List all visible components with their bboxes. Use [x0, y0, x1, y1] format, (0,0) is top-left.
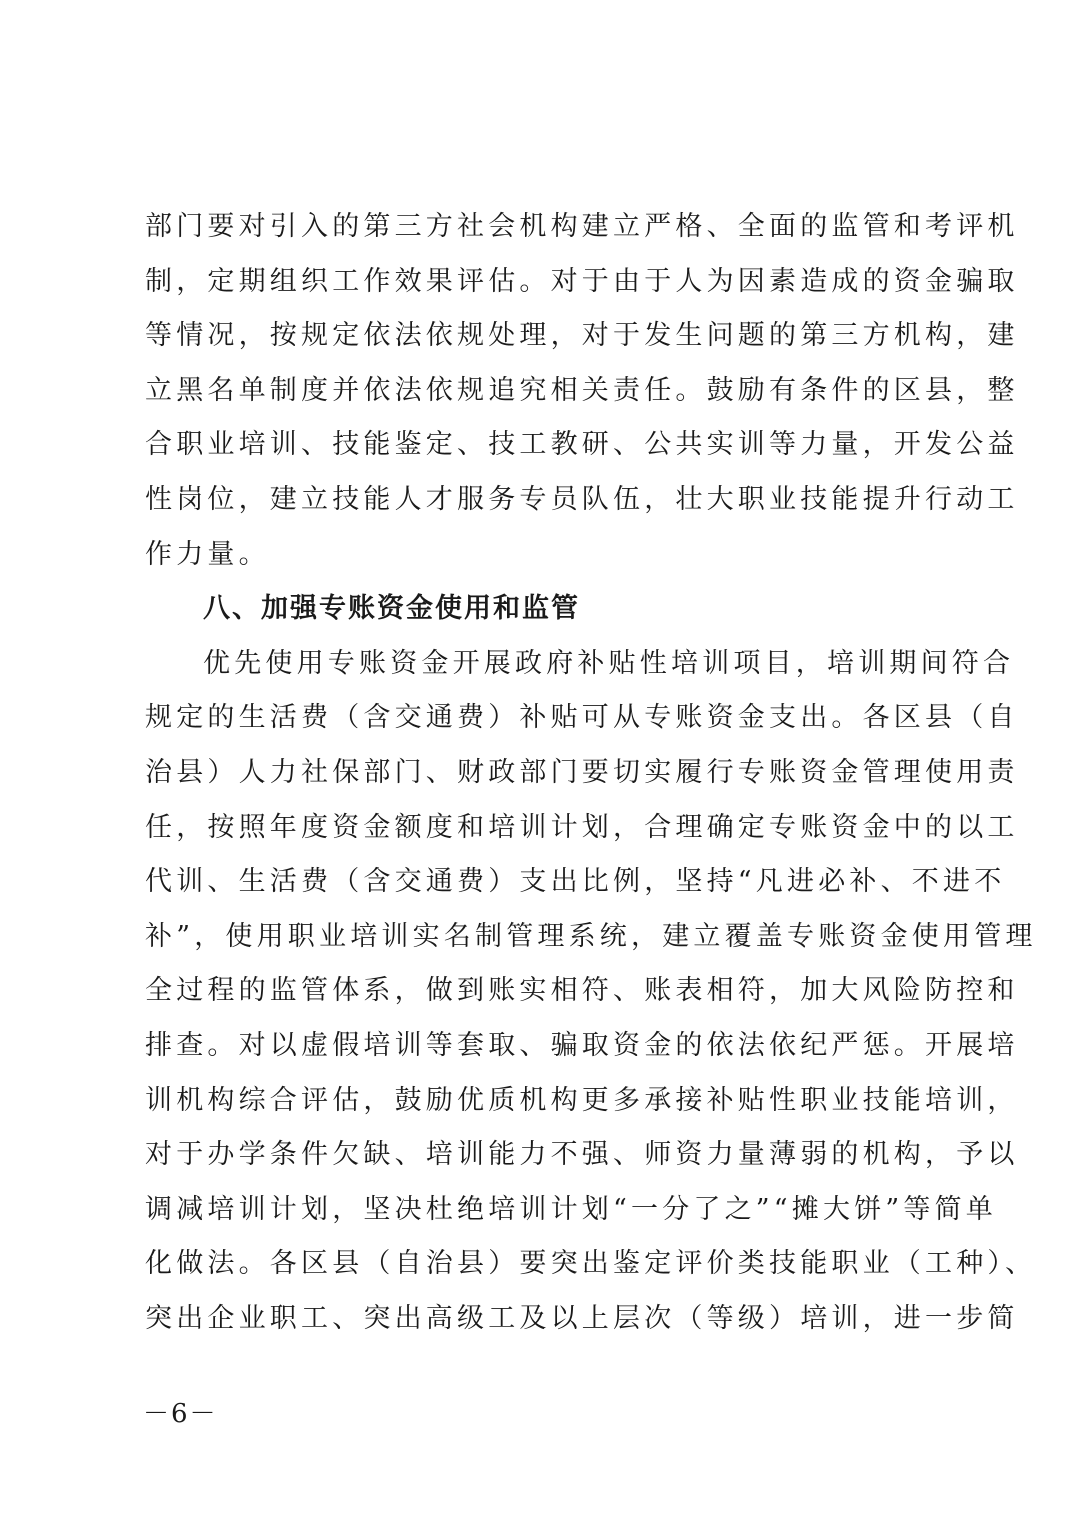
- paragraph-line: 合职业培训、技能鉴定、技工教研、公共实训等力量，开发公益: [145, 429, 1019, 461]
- paragraph-line: 全过程的监管体系，做到账实相符、账表相符，加大风险防控和: [145, 975, 1019, 1007]
- paragraph-line: 性岗位，建立技能人才服务专员队伍，壮大职业技能提升行动工: [145, 483, 1019, 515]
- paragraph-line: 调减培训计划，坚决杜绝培训计划“一分了之”“摊大饼”等简单: [145, 1193, 998, 1225]
- paragraph-line: 优先使用专账资金开展政府补贴性培训项目，培训期间符合: [203, 647, 1015, 679]
- paragraph-line: 立黑名单制度并依法依规追究相关责任。鼓励有条件的区县，整: [145, 374, 1019, 406]
- page-number: －6－: [143, 1399, 218, 1429]
- paragraph-line: 训机构综合评估，鼓励优质机构更多承接补贴性职业技能培训，: [145, 1084, 1019, 1116]
- paragraph-line: 代训、生活费（含交通费）支出比例，坚持“凡进必补、不进不: [145, 866, 1006, 898]
- section-heading: 八、加强专账资金使用和监管: [203, 593, 580, 625]
- paragraph-line: 对于办学条件欠缺、培训能力不强、师资力量薄弱的机构，予以: [145, 1139, 1019, 1171]
- document-body: [145, 200, 1037, 1346]
- paragraph-line: 排查。对以虚假培训等套取、骗取资金的依法依纪严惩。开展培: [145, 1029, 1019, 1061]
- paragraph-line: 部门要对引入的第三方社会机构建立严格、全面的监管和考评机: [145, 211, 1019, 242]
- paragraph-line: 任，按照年度资金额度和培训计划，合理确定专账资金中的以工: [145, 811, 1019, 843]
- paragraph-line: 化做法。各区县（自治县）要突出鉴定评价类技能职业（工种）、: [145, 1248, 1037, 1280]
- paragraph-line: 等情况，按规定依法依规处理，对于发生问题的第三方机构，建: [145, 320, 1019, 352]
- paragraph-line: 规定的生活费（含交通费）补贴可从专账资金支出。各区县（自: [145, 702, 1019, 734]
- paragraph-line: 制，定期组织工作效果评估。对于由于人为因素造成的资金骗取: [145, 265, 1019, 297]
- paragraph-line: 补”，使用职业培训实名制管理系统，建立覆盖专账资金使用管理: [145, 920, 1037, 952]
- paragraph-line: 突出企业职工、突出高级工及以上层次（等级）培训，进一步简: [145, 1302, 1019, 1334]
- paragraph-line: 作力量。: [145, 538, 270, 570]
- paragraph-line: 治县）人力社保部门、财政部门要切实履行专账资金管理使用责: [145, 756, 1019, 788]
